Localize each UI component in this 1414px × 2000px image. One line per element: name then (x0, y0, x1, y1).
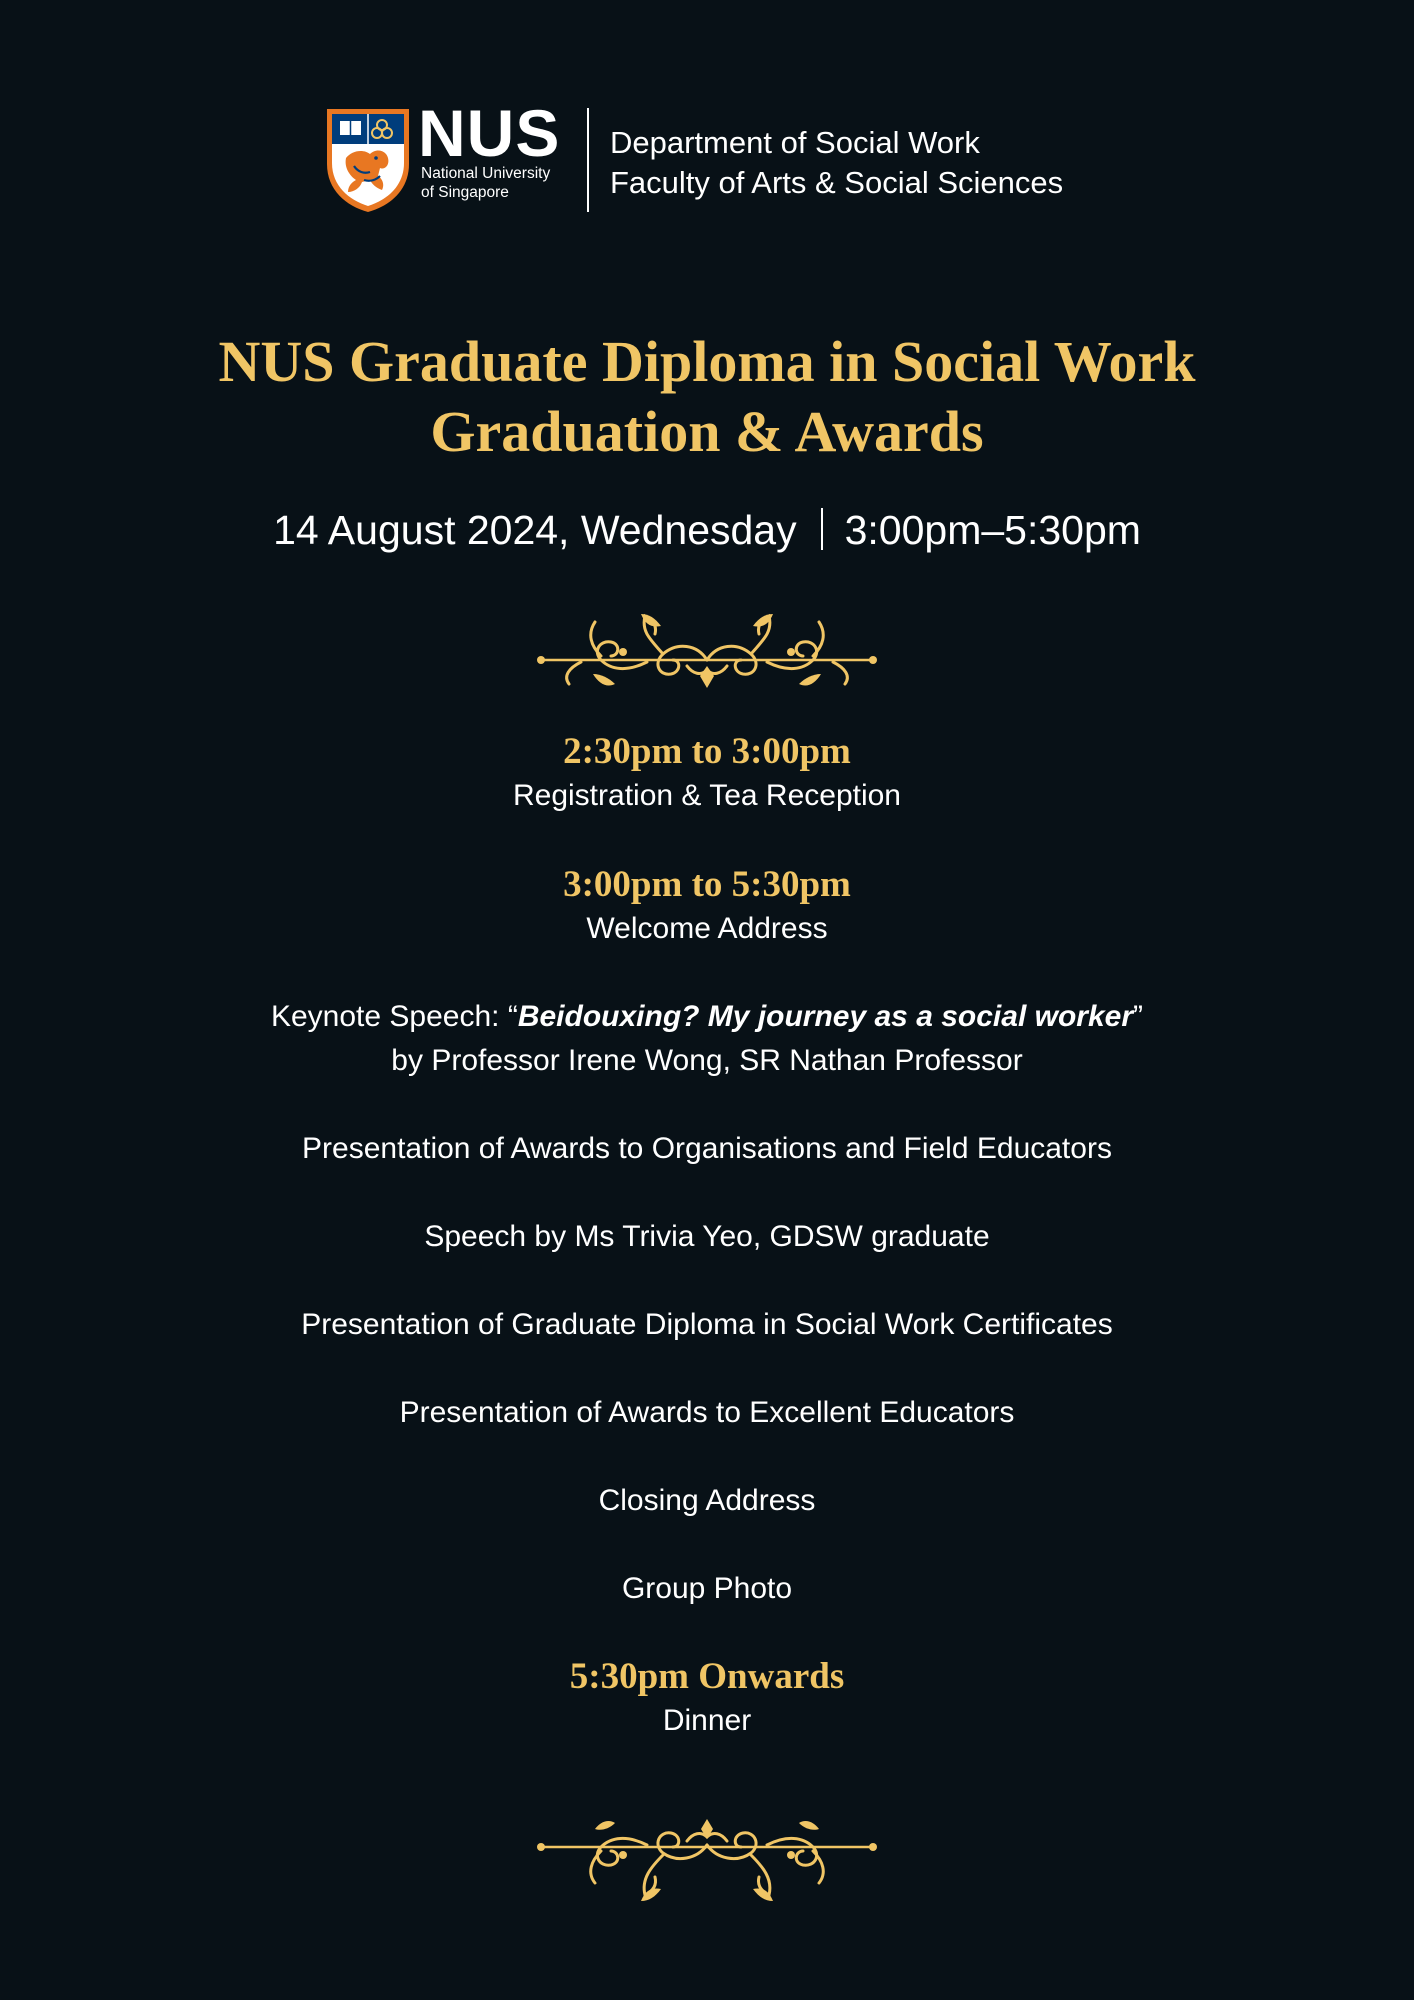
university-line-1: National University (421, 165, 551, 182)
slot-time-dinner: 5:30pm Onwards (569, 1656, 845, 1697)
ornament-bottom-icon (537, 1815, 877, 1911)
datetime-separator (821, 508, 823, 550)
keynote-suffix: ” (1133, 1000, 1143, 1033)
university-line-2: of Singapore (421, 184, 509, 201)
keynote-title: Beidouxing? My journey as a social worker (517, 1000, 1133, 1033)
event-time: 3:00pm–5:30pm (844, 507, 1141, 553)
keynote-prefix: Keynote Speech: “ (270, 1000, 518, 1033)
programme-item-welcome: Welcome Address (586, 912, 828, 945)
programme-item-group-photo: Group Photo (621, 1572, 793, 1605)
programme-item-keynote (0, 995, 1414, 1039)
title-line-1: NUS Graduate Diploma in Social Work (218, 329, 1196, 394)
department-block (610, 123, 1063, 203)
programme (0, 730, 1414, 1743)
programme-item-registration: Registration & Tea Reception (512, 779, 901, 812)
header-divider (587, 108, 589, 212)
faculty-name: Faculty of Arts & Social Sciences (610, 165, 1064, 200)
programme-item-certificates: Presentation of Graduate Diploma in Social Work Certificates (301, 1308, 1113, 1341)
programme-item-graduate-speech: Speech by Ms Trivia Yeo, GDSW graduate (424, 1220, 990, 1253)
title-line-2: Graduation & Awards (430, 399, 984, 464)
event-datetime (0, 502, 1414, 558)
programme-item-awards-organisations: Presentation of Awards to Organisations and Field Educators (302, 1132, 1112, 1165)
university-name (421, 164, 550, 202)
programme-item-keynote-speaker: by Professor Irene Wong, SR Nathan Professor (391, 1044, 1023, 1077)
page-title (0, 327, 1414, 467)
slot-time-ceremony: 3:00pm to 5:30pm (563, 864, 851, 905)
event-date: 14 August 2024, Wednesday (273, 507, 797, 553)
nus-wordmark: NUS (418, 96, 561, 170)
programme-item-dinner: Dinner (662, 1704, 752, 1737)
ornament-top-icon (537, 604, 877, 700)
department-name: Department of Social Work (610, 125, 980, 160)
programme-item-closing: Closing Address (598, 1484, 816, 1517)
nus-crest-icon (324, 106, 412, 214)
programme-item-awards-educators: Presentation of Awards to Excellent Educators (399, 1396, 1015, 1429)
slot-time-registration: 2:30pm to 3:00pm (563, 731, 851, 772)
header (0, 96, 1414, 214)
